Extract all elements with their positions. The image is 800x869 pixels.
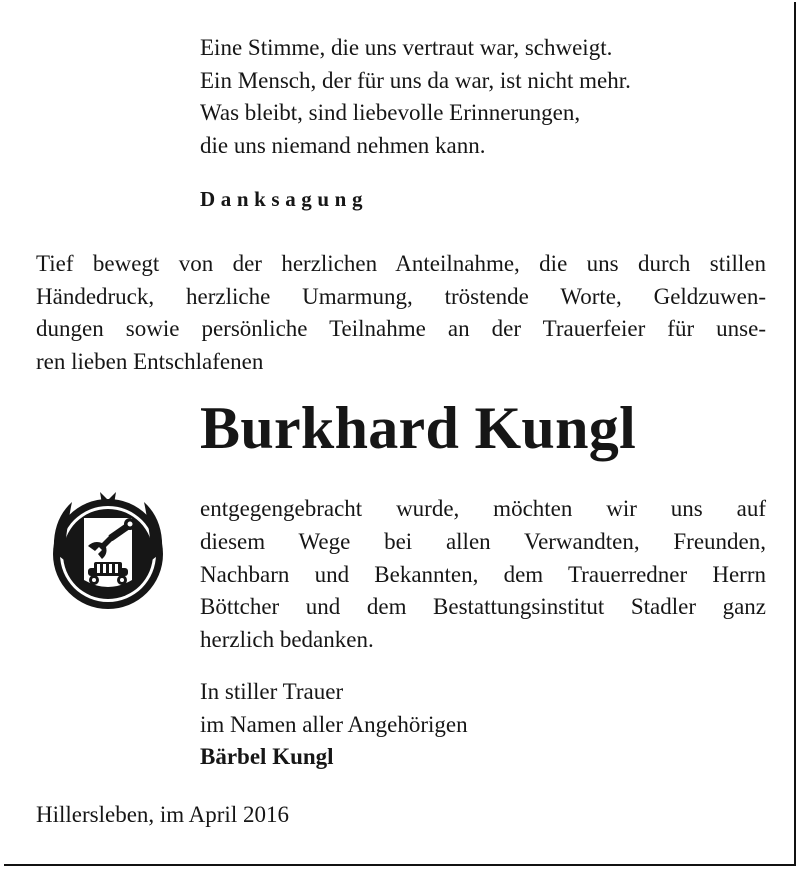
signer-name: Bärbel Kungl <box>200 744 334 769</box>
poem-line: die uns niemand nehmen kann. <box>200 132 486 158</box>
intro-line: ren lieben Entschlafenen <box>36 349 264 375</box>
intro-line: dungen sowie persönliche Teilnahme an der Trauerfeier für unse- <box>36 316 766 342</box>
place-date: Hillersleben, im April 2016 <box>36 802 289 827</box>
intro-line: Händedruck, herzliche Umarmung, tröstende Worte, Geldzuwen- <box>36 283 766 309</box>
thanks-line: herzlich bedanken. <box>200 627 374 653</box>
intro-paragraph <box>36 248 766 379</box>
thanks-paragraph <box>200 493 766 657</box>
thanks-line: diesem Wege bei allen Verwandten, Freunden, <box>200 528 766 554</box>
thanks-line: Böttcher und dem Bestattungsinstitut Stadler ganz <box>200 594 766 620</box>
thanks-line: Nachbarn und Bekannten, dem Trauerredner Herrn <box>200 561 766 587</box>
closing-block <box>200 676 468 774</box>
intro-line: Tief bewegt von der herzlichen Anteilnahme, die uns durch stillen <box>36 251 766 276</box>
closing-line: In stiller Trauer <box>200 679 344 704</box>
poem-line: Ein Mensch, der für uns da war, ist nicht mehr. <box>200 67 631 93</box>
thanks-line: entgegengebracht wurde, möchten wir uns auf <box>200 496 766 521</box>
memorial-poem <box>200 32 631 162</box>
deceased-name: Burkhard Kungl <box>200 395 637 461</box>
mechanic-emblem-icon <box>50 490 165 615</box>
poem-line: Eine Stimme, die uns vertraut war, schweigt. <box>200 35 613 60</box>
closing-line: im Namen aller Angehörigen <box>200 711 468 737</box>
heading-danksagung: Danksagung <box>200 187 369 211</box>
poem-line: Was bleibt, sind liebevolle Erinnerungen, <box>200 100 581 125</box>
